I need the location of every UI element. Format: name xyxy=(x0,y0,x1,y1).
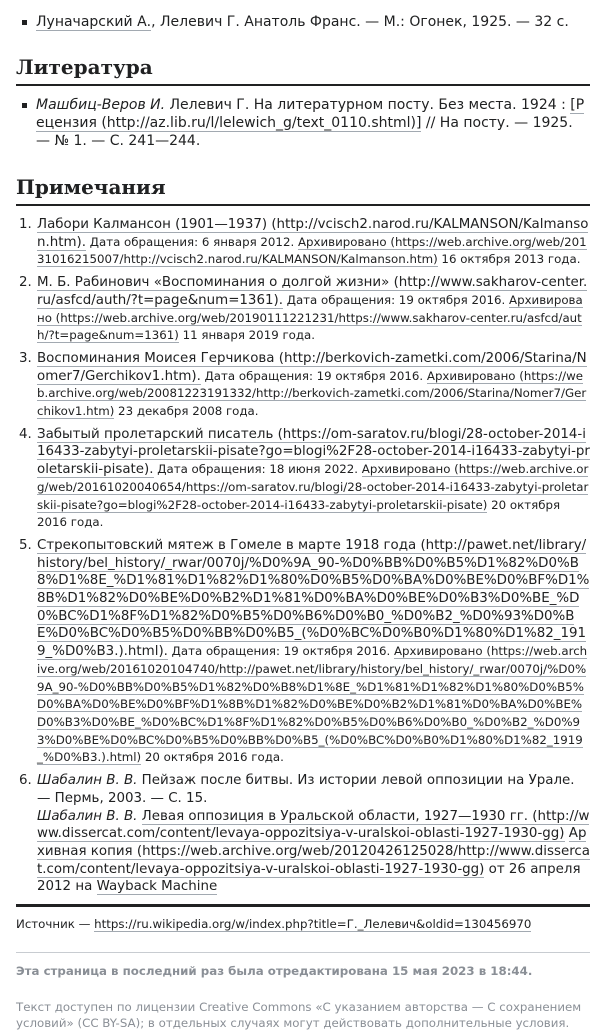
source-line: Источник — https://ru.wikipedia.org/w/index.php?title=Г._Лелевич&oldid=130456970 xyxy=(16,917,532,932)
review-link[interactable]: [Рецензия (http://az.lib.ru/l/lelewich_g/text_0110.shtml)] xyxy=(36,97,585,131)
literature-list xyxy=(16,96,590,150)
reference-item: 2. М. Б. Рабинович «Воспоминания о долгой жизни» (http://www.sakharov-center.ru/asfcd/auth/?t=page&num=1361). Дата обращения: 19 октября 2016. Архивировано (https://web.archive.org/web/20190111221231/https://www.sakharov-center.ru/asfcd/auth/?t=page&num=1361) 11 января 2019 года. xyxy=(36,274,590,345)
list-item: Машбиц-Веров И. Лелевич Г. На литературном посту. Без места. 1924 : [Рецензия (http://az.lib.ru/l/lelewich_g/text_0110.shtml)] // На посту. — 1925. — № 1. — С. 241—244. xyxy=(16,96,590,150)
reference-link[interactable]: Воспоминания Моисея Герчикова (http://berkovich-zametki.com/2006/Starina/Nomer7/Gerchikov1.htm). xyxy=(37,350,587,384)
reference-link[interactable]: Левая оппозиция в Уральской области, 1927—1930 гг. (http://www.dissercat.com/content/levaya-oppozitsiya-v-uralskoi-oblasti-1927-1930-gg) xyxy=(37,808,590,842)
reference-link[interactable]: Лабори Калмансон (1901—1937) (http://vcisch2.narod.ru/KALMANSON/Kalmanson.htm). xyxy=(37,217,589,250)
last-edited-text: Эта страница в последний раз была отредактирована 15 мая 2023 в 18:44. xyxy=(16,964,533,979)
archive-link[interactable]: Архивировано (https://web.archive.org/web/20161020040654/https://om-saratov.ru/blogi/28-october-2014-i16433-zabytyi-proletarskii-pisate?go=blogi%2F28-october-2014-i16433-zabytyi-proletarskii-pisate) xyxy=(37,462,589,512)
archive-copy-link[interactable]: Архивная копия (https://web.archive.org/web/20120426125028/http://www.dissercat.com/content/levaya-oppozitsiya-v-uralskoi-oblasti-1927-1930-gg) xyxy=(37,826,590,877)
section-heading-notes: Примечания xyxy=(16,174,590,206)
reference-item: 5. Стрекопытовский мятеж в Гомеле в марте 1918 года (http://pawet.net/library/history/bel_history/_rwar/0070j/%D0%9A_90-%D0%BB%D0%B5%D1%82%D0%B8%D1%8E_%D1%81%D1%82%D1%80%D0%B5%D0%BA%D0%BE%D0%BF%D1%8B%D1%82%D0%BE%D0%B2%D1%81%D0%BA%D0%BE%D0%B3%D0%BE_%D0%BC%D1%8F%D1%82%D0%B5%D0%B6%D0%B0_%D0%B2_%D0%93%D0%BE%D0%BC%D0%B5%D0%BB%D0%B5_(%D0%BC%D0%B0%D1%80%D1%82_1919_%D0%B3.).html). Дата обращения: 19 октября 2016. Архивировано (https://web.archive.org/web/20161020104740/http://pawet.net/library/history/bel_history/_rwar/0070j/%D0%9A_90-%D0%BB%D0%B5%D1%82%D0%B8%D1%8E_%D1%81%D1%82%D1%80%D0%B5%D0%BA%D0%BE%D0%BF%D1%8B%D1%82%D0%BE%D0%B2%D1%81%D0%BA%D0%BE%D0%B3%D0%BE_%D0%BC%D1%8F%D1%82%D0%B5%D0%B6%D0%B0_%D0%B2_%D0%93%D0%BE%D0%BC%D0%B5%D0%BB%D0%B5_(%D0%BC%D0%B0%D1%80%D1%82_1919_%D0%B3.).html) 20 октября 2016 года. xyxy=(36,537,590,767)
archive-link[interactable]: Архивировано (https://web.archive.org/web/20131016215007/http://vcisch2.narod.ru/KALMANSON/Kalmanson.htm) xyxy=(37,234,587,267)
archive-link[interactable]: Архивировано (https://web.archive.org/web/20190111221231/https://www.sakharov-center.ru/asfcd/auth/?t=page&num=1361) xyxy=(37,292,583,343)
archive-link[interactable]: Архивировано (https://web.archive.org/web/20081223191332/http://berkovich-zametki.com/2006/Starina/Nomer7/Gerchikov1.htm) xyxy=(37,368,587,419)
source-divider xyxy=(16,904,590,907)
reference-item: 3. Воспоминания Моисея Герчикова (http://berkovich-zametki.com/2006/Starina/Nomer7/Gerchikov1.htm). Дата обращения: 19 октября 2016. Архивировано (https://web.archive.org/web/20081223191332/http://berkovich-zametki.com/2006/Starina/Nomer7/Gerchikov1.htm) 23 декабря 2008 года. xyxy=(36,350,590,421)
license-text: Текст доступен по лицензии Creative Commons «С указанием авторства — С сохранением условий» (CC BY-SA); в отдельных случаях могут действовать дополнительные условия. xyxy=(16,1000,582,1031)
wayback-machine-link[interactable]: Wayback Machine xyxy=(96,879,218,895)
author-name: Шабалин В. В. xyxy=(37,808,138,824)
reference-item: 1. Лабори Калмансон (1901—1937) (http://vcisch2.narod.ru/KALMANSON/Kalmanson.htm). Дата обращения: 6 января 2012. Архивировано (https://web.archive.org/web/20131016215007/http://vcisch2.narod.ru/KALMANSON/Kalmanson.htm) 16 октября 2013 года. xyxy=(36,216,590,269)
reference-link[interactable]: Стрекопытовский мятеж в Гомеле в марте 1918 года (http://pawet.net/library/history/bel_history/_rwar/0070j/%D0%9A_90-%D0%BB%D0%B5%D1%82%D0%B8%D1%8E_%D1%81%D1%82%D1%80%D0%B5%D0%BA%D0%BE%D0%BF%D1%8B%D1%82%D0%BE%D0%B2%D1%81%D0%BA%D0%BE%D0%B3%D0%BE_%D0%BC%D1%8F%D1%82%D0%B5%D0%B6%D0%B0_%D0%B2_%D0%93%D0%BE%D0%BC%D0%B5%D0%BB%D0%B5_(%D0%BC%D0%B0%D1%80%D1%82_1919_%D0%B3.).html). xyxy=(37,537,590,660)
list-item-text: , Лелевич Г. Анатоль Франс. — М.: Огонек, 1925. — 32 с. xyxy=(151,14,569,30)
author-name: Шабалин В. В. xyxy=(37,773,138,789)
list-item xyxy=(16,13,590,31)
references-list xyxy=(16,216,590,896)
section-heading-literature: Литература xyxy=(16,54,590,86)
reference-link[interactable]: Забытый пролетарский писатель (https://om-saratov.ru/blogi/28-october-2014-i16433-zabytyi-proletarskii-pisate?go=blogi%2F28-october-2014-i16433-zabytyi-proletarskii-pisate). xyxy=(37,426,590,478)
archive-link[interactable]: Архивировано (https://web.archive.org/web/20161020104740/http://pawet.net/library/history/bel_history/_rwar/0070j/%D0%9A_90-%D0%BB%D0%B5%D1%82%D0%B8%D1%8E_%D1%81%D1%82%D1%80%D0%B5%D0%BA%D0%BE%D0%BF%D1%8B%D1%82%D0%BE%D0%B2%D1%81%D0%BA%D0%BE%D0%B3%D0%BE_%D0%BC%D1%8F%D1%82%D0%B5%D0%B6%D0%B0_%D0%B2_%D0%93%D0%BE%D0%BC%D0%B5%D0%BB%D0%B5_(%D0%BC%D0%B0%D1%80%D1%82_1919_%D0%B3.).html) xyxy=(37,644,588,765)
author-link[interactable]: Луначарский А. xyxy=(36,14,152,30)
source-link[interactable]: https://ru.wikipedia.org/w/index.php?title=Г._Лелевич&oldid=130456970 xyxy=(94,917,532,932)
reference-item: 4. Забытый пролетарский писатель (https://om-saratov.ru/blogi/28-october-2014-i16433-zabytyi-proletarskii-pisate?go=blogi%2F28-october-2014-i16433-zabytyi-proletarskii-pisate). Дата обращения: 18 июня 2022. Архивировано (https://web.archive.org/web/20161020040654/https://om-saratov.ru/blogi/28-october-2014-i16433-zabytyi-proletarskii-pisate?go=blogi%2F28-october-2014-i16433-zabytyi-proletarskii-pisate) 20 октября 2016 года. xyxy=(36,426,590,532)
reference-link[interactable]: М. Б. Рабинович «Воспоминания о долгой жизни» (http://www.sakharov-center.ru/asfcd/auth/?t=page&num=1361). xyxy=(37,275,588,308)
works-list xyxy=(16,13,590,31)
article-page xyxy=(0,13,606,1031)
footer-divider xyxy=(16,952,590,953)
reference-item: 6. Шабалин В. В. Пейзаж после битвы. Из истории левой оппозиции на Урале. — Пермь, 2003. — С. 15. Шабалин В. В. Левая оппозиция в Уральской области, 1927—1930 гг. (http://www.dissercat.com/content/levaya-oppozitsiya-v-uralskoi-oblasti-1927-1930-gg) Архивная копия (https://web.archive.org/web/20120426125028/http://www.dissercat.com/content/levaya-oppozitsiya-v-uralskoi-oblasti-1927-1930-gg) от 26 апреля 2012 на Wayback Machine xyxy=(36,772,590,896)
author-name: Машбиц-Веров И. xyxy=(36,97,166,113)
